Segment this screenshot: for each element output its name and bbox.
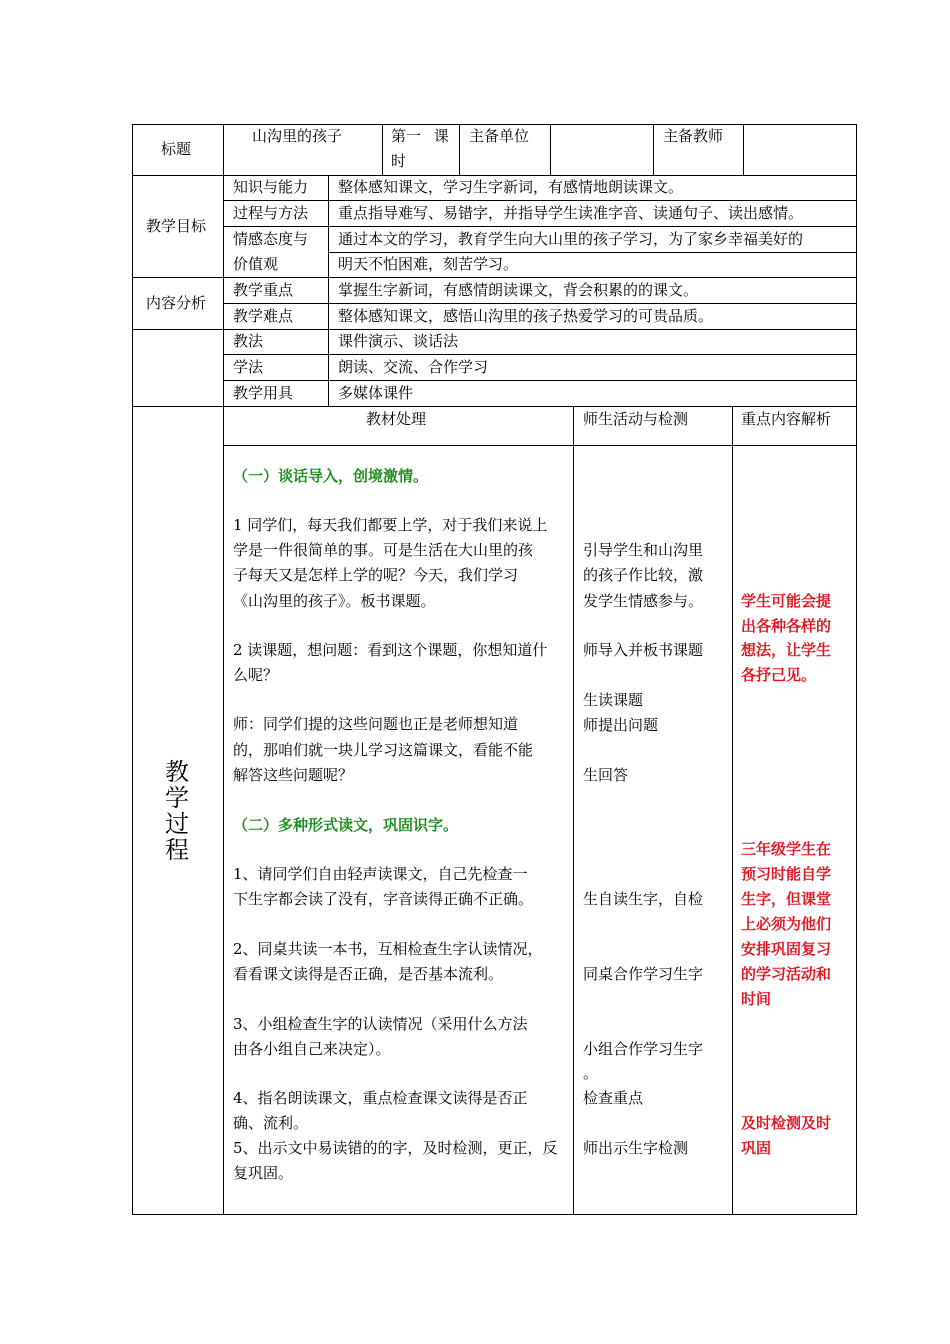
p6-line1: 3、小组检查生字的认读情况（采用什么方法 (233, 1015, 528, 1033)
p4-line2: 下生字都会读了没有，字音读得正确不正确。 (233, 890, 534, 908)
p1-line2: 学是一件很简单的事。可是生活在大山里的孩 (233, 541, 534, 559)
note1-line4: 各抒己见。 (741, 666, 817, 684)
session-label-line1: 第一 课 (391, 127, 449, 145)
activity-compare-line2: 的孩子作比较，激 (583, 566, 704, 584)
process-label-char-4: 程 (165, 836, 189, 864)
goal-emotion-text-line2: 明天不怕困难，刻苦学习。 (338, 255, 519, 273)
teaching-method-text: 课件演示、谈话法 (338, 332, 459, 350)
process-label-char-2: 学 (165, 784, 189, 812)
activity-pair-study: 同桌合作学习生字 (583, 965, 704, 983)
process-label-char-3: 过 (165, 810, 189, 838)
teaching-tools-text: 多媒体课件 (338, 384, 414, 402)
goal-knowledge-text: 整体感知课文，学习生字新词，有感情地朗读课文。 (338, 178, 684, 196)
goals-label: 教学目标 (146, 217, 207, 235)
note2-line3: 生字，但课堂 (741, 890, 832, 908)
goal-process-text: 重点指导难写、易错字，并指导学生读准字音、读通句子、读出感情。 (338, 204, 804, 222)
process-label-char-1: 教 (165, 758, 189, 786)
learning-method-label: 学法 (233, 358, 264, 376)
note3-line2: 巩固 (741, 1139, 772, 1157)
p6-line2: 由各小组自己来决定）。 (233, 1040, 391, 1058)
unit-label: 主备单位 (469, 127, 530, 145)
col-header-notes: 重点内容解析 (741, 410, 832, 428)
p1-line3: 子每天又是怎样上学的呢？今天，我们学习 (233, 566, 519, 584)
activity-group-study-line1: 小组合作学习生字 (583, 1040, 704, 1058)
goal-emotion-label-line1: 情感态度与 (233, 230, 309, 248)
learning-method-text: 朗读、交流、合作学习 (338, 358, 489, 376)
p7-line2: 确、流利。 (233, 1114, 309, 1132)
p8-line1: 5、出示文中易读错的的字，及时检测，更正，反 (233, 1139, 558, 1157)
note1-line3: 想法，让学生 (741, 641, 832, 659)
p7-line1: 4、指名朗读课文，重点检查课文读得是否正 (233, 1089, 528, 1107)
p4-line1: 1、请同学们自由轻声读课文，自己先检查一 (233, 865, 528, 883)
difficulty-text: 整体感知课文，感悟山沟里的孩子热爱学习的可贵品质。 (338, 307, 714, 325)
activity-show-words: 师出示生字检测 (583, 1139, 689, 1157)
section2-title: （二）多种形式读文，巩固识字。 (233, 816, 459, 834)
activity-students-answer: 生回答 (583, 766, 629, 784)
note2-line4: 上必须为他们 (741, 915, 832, 933)
session-label-line2: 时 (391, 152, 407, 170)
p2-line1: 2 读课题，想问题：看到这个课题，你想知道什 (233, 641, 548, 659)
activity-ask-questions: 师提出问题 (583, 716, 659, 734)
activity-compare-line1: 引导学生和山沟里 (583, 541, 704, 559)
teacher-label: 主备教师 (663, 127, 724, 145)
p1-line1: 1 同学们，每天我们都要上学，对于我们来说上 (233, 516, 548, 534)
difficulty-label: 教学难点 (233, 307, 294, 325)
note2-line6: 的学习活动和 (741, 965, 832, 983)
col-header-activity: 师生活动与检测 (583, 410, 689, 428)
goal-process-label: 过程与方法 (233, 204, 309, 222)
title-label: 标题 (161, 140, 192, 158)
goal-emotion-label-line2: 价值观 (233, 255, 279, 273)
section1-title: （一）谈话导入，创境激情。 (233, 467, 429, 485)
activity-check-key: 检查重点 (583, 1089, 644, 1107)
teaching-method-label: 教法 (233, 332, 264, 350)
p5-line2: 看看课文读得是否正确，是否基本流利。 (233, 965, 504, 983)
note1-line1: 学生可能会提 (741, 592, 832, 610)
analysis-label: 内容分析 (146, 294, 207, 312)
activity-board-title: 师导入并板书课题 (583, 641, 704, 659)
p5-line1: 2、同桌共读一本书，互相检查生字认读情况， (233, 940, 543, 958)
goal-emotion-text-line1: 通过本文的学习，教育学生向大山里的孩子学习，为了家乡幸福美好的 (338, 230, 804, 248)
p3-line3: 解答这些问题呢？ (233, 766, 354, 784)
note2-line2: 预习时能自学 (741, 865, 832, 883)
note2-line5: 安排巩固复习 (741, 940, 832, 958)
note2-line1: 三年级学生在 (741, 840, 832, 858)
lesson-title: 山沟里的孩子 (252, 127, 343, 145)
key-point-label: 教学重点 (233, 281, 294, 299)
note1-line2: 出各种各样的 (741, 617, 832, 635)
key-point-text: 掌握生字新词，有感情朗读课文，背会积累的的课文。 (338, 281, 699, 299)
p2-line2: 么呢？ (233, 666, 279, 684)
p3-line2: 的，那咱们就一块儿学习这篇课文，看能不能 (233, 741, 534, 759)
p3-line1: 师：同学们提的这些问题也正是老师想知道 (233, 715, 519, 733)
activity-self-read: 生自读生字，自检 (583, 890, 704, 908)
p8-line2: 复巩固。 (233, 1164, 294, 1182)
teaching-tools-label: 教学用具 (233, 384, 294, 402)
col-header-material: 教材处理 (366, 410, 427, 428)
activity-compare-line3: 发学生情感参与。 (583, 592, 704, 610)
note3-line1: 及时检测及时 (741, 1114, 832, 1132)
activity-read-title: 生读课题 (583, 691, 644, 709)
note2-line7: 时间 (741, 990, 772, 1008)
p1-line4: 《山沟里的孩子》。板书课题。 (233, 592, 436, 610)
goal-knowledge-label: 知识与能力 (233, 178, 309, 196)
activity-group-study-line2: 。 (583, 1064, 599, 1082)
